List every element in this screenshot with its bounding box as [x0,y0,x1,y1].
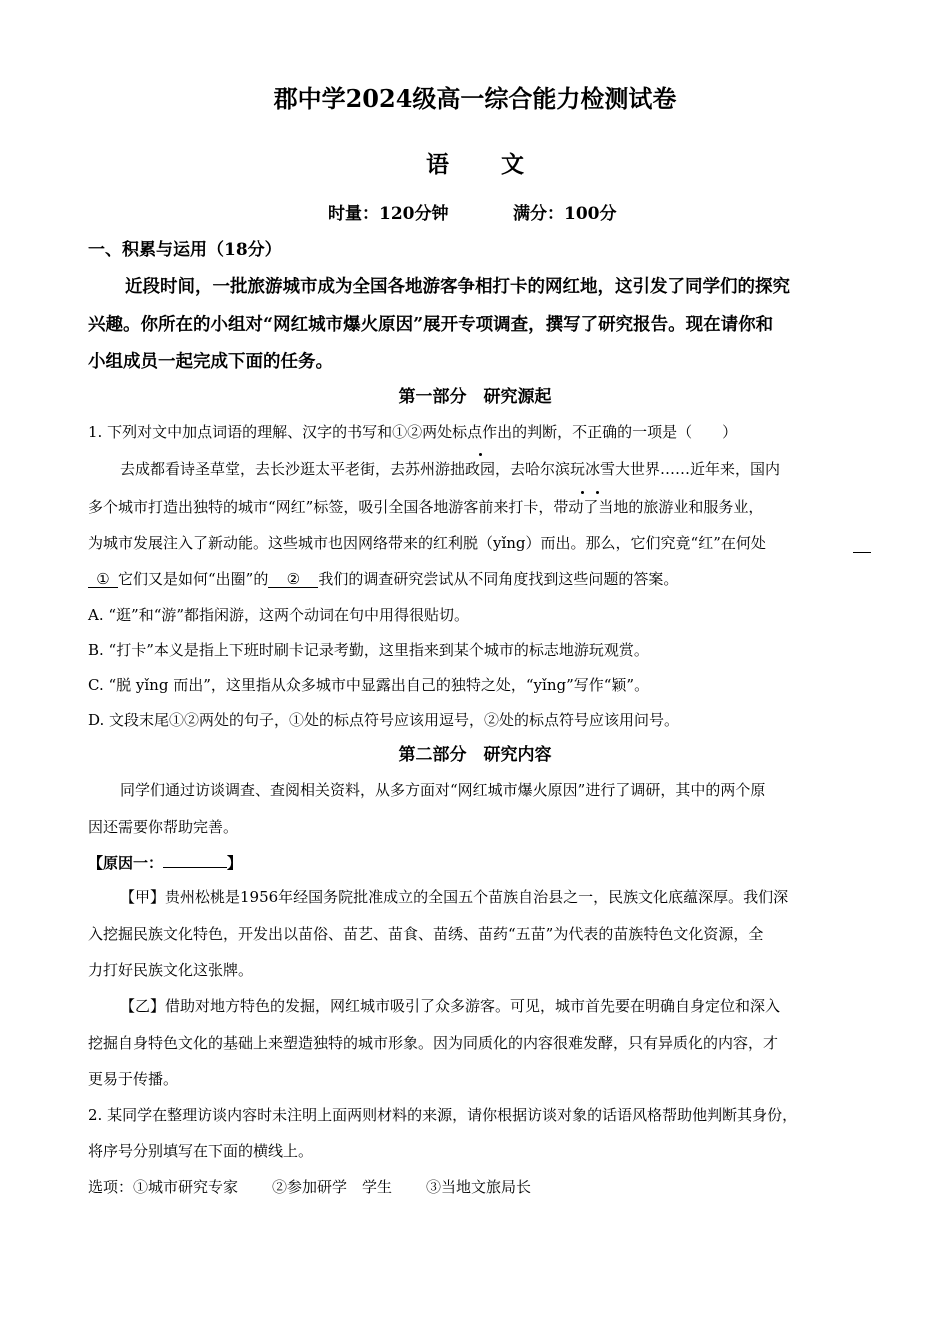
passage-end: 我们的调查研究尝试从不同角度找到这些问题的答案。 [318,570,679,588]
question-2-line-1: 2. 某同学在整理访谈内容时未注明上面两则材料的来源，请你根据访谈对象的话语风格帮助他判断其身份， [88,1106,798,1124]
exam-title: 郡中学2024级高一综合能力检测试卷 [273,84,677,113]
choice-3: ③当地文旅局长 [426,1178,532,1196]
option-c: C. “脱 yǐng 而出”，这里指从众多城市中显露出自己的独特之处，“yǐng”写作“颖”。 [88,676,650,694]
reason-label: 【原因一： [88,854,164,872]
jia-line-3: 力打好民族文化这张牌。 [88,961,254,979]
section-heading: 一、积累与运用（18分） [88,240,282,260]
passage-mid: 它们又是如何“出圈”的 [118,570,269,588]
choices-label: 选项： [88,1178,134,1196]
blank-1: ① [88,572,118,588]
emphasis-dot [479,453,482,456]
yi-line-3: 更易于传播。 [88,1070,179,1088]
part2-intro-1: 同学们通过访谈调查、查阅相关资料，从多方面对“网红城市爆火原因”进行了调研，其中的两个原 [120,781,766,799]
intro-line-2: 兴趣。你所在的小组对“网红城市爆火原因”展开专项调查，撰写了研究报告。现在请你和 [88,315,774,335]
option-b: B. “打卡”本义是指上下班时刷卡记录考勤，这里指来到某个城市的标志地游玩观赏。 [88,641,649,659]
passage-line-4 [88,572,678,588]
yi-line-2: 挖掘自身特色文化的基础上来塑造独特的城市形象。因为同质化的内容很难发酵，只有异质化的内容，才 [88,1034,779,1052]
emphasis-dot [581,491,584,494]
time-limit: 时量：120分钟 [328,204,449,224]
jia-line-1: 【甲】贵州松桃是1956年经国务院批准成立的全国五个苗族自治县之一，民族文化底蕴深厚。我们深 [120,888,789,906]
question-2-line-2: 将序号分别填写在下面的横线上。 [88,1142,314,1160]
full-score: 满分：100分 [513,204,617,224]
intro-line-1: 近段时间，一批旅游城市成为全国各地游客争相打卡的网红地，这引发了同学们的探究 [125,277,790,297]
subject-char-2: 文 [501,151,524,178]
choice-2: ②参加研学 学生 [272,1178,393,1196]
emphasis-dot [596,491,599,494]
reason-blank[interactable] [163,867,227,868]
jia-line-2: 入挖掘民族文化特色，开发出以苗俗、苗艺、苗食、苗绣、苗药“五苗”为代表的苗族特色文化资源，全 [88,925,764,943]
part1-title: 第一部分 研究源起 [398,387,552,407]
intro-line-3: 小组成员一起完成下面的任务。 [88,352,333,372]
reason-one [88,856,242,871]
option-d: D. 文段末尾①②两处的句子，①处的标点符号应该用逗号，②处的标点符号应该用问号。 [88,711,680,729]
option-a: A. “逛”和“游”都指闲游，这两个动词在句中用得很贴切。 [88,606,470,624]
blank-underline [853,552,871,553]
subject-char-1: 语 [426,151,449,178]
reason-close: 】 [227,854,243,872]
choice-1: ①城市研究专家 [133,1178,239,1196]
part2-title: 第二部分 研究内容 [398,745,552,765]
choices-row [88,1180,531,1195]
blank-2: ② [268,572,318,588]
passage-line-1: 去成都看诗圣草堂，去长沙逛太平老街，去苏州游拙政园，去哈尔滨玩冰雪大世界……近年来，国内 [120,460,781,478]
part2-intro-2: 因还需要你帮助完善。 [88,818,239,836]
passage-line-2: 多个城市打造出独特的城市“网红”标签，吸引全国各地游客前来打卡，带动了当地的旅游业和服务业， [88,498,764,516]
question-1: 1. 下列对文中加点词语的理解、汉字的书写和①②两处标点作出的判断，不正确的一项是（ ） [88,423,738,441]
passage-line-3: 为城市发展注入了新动能。这些城市也因网络带来的红利脱（yǐng）而出。那么，它们究竟“红”在何处 [88,534,766,552]
yi-line-1: 【乙】借助对地方特色的发掘，网红城市吸引了众多游客。可见，城市首先要在明确自身定位和深入 [120,997,781,1015]
